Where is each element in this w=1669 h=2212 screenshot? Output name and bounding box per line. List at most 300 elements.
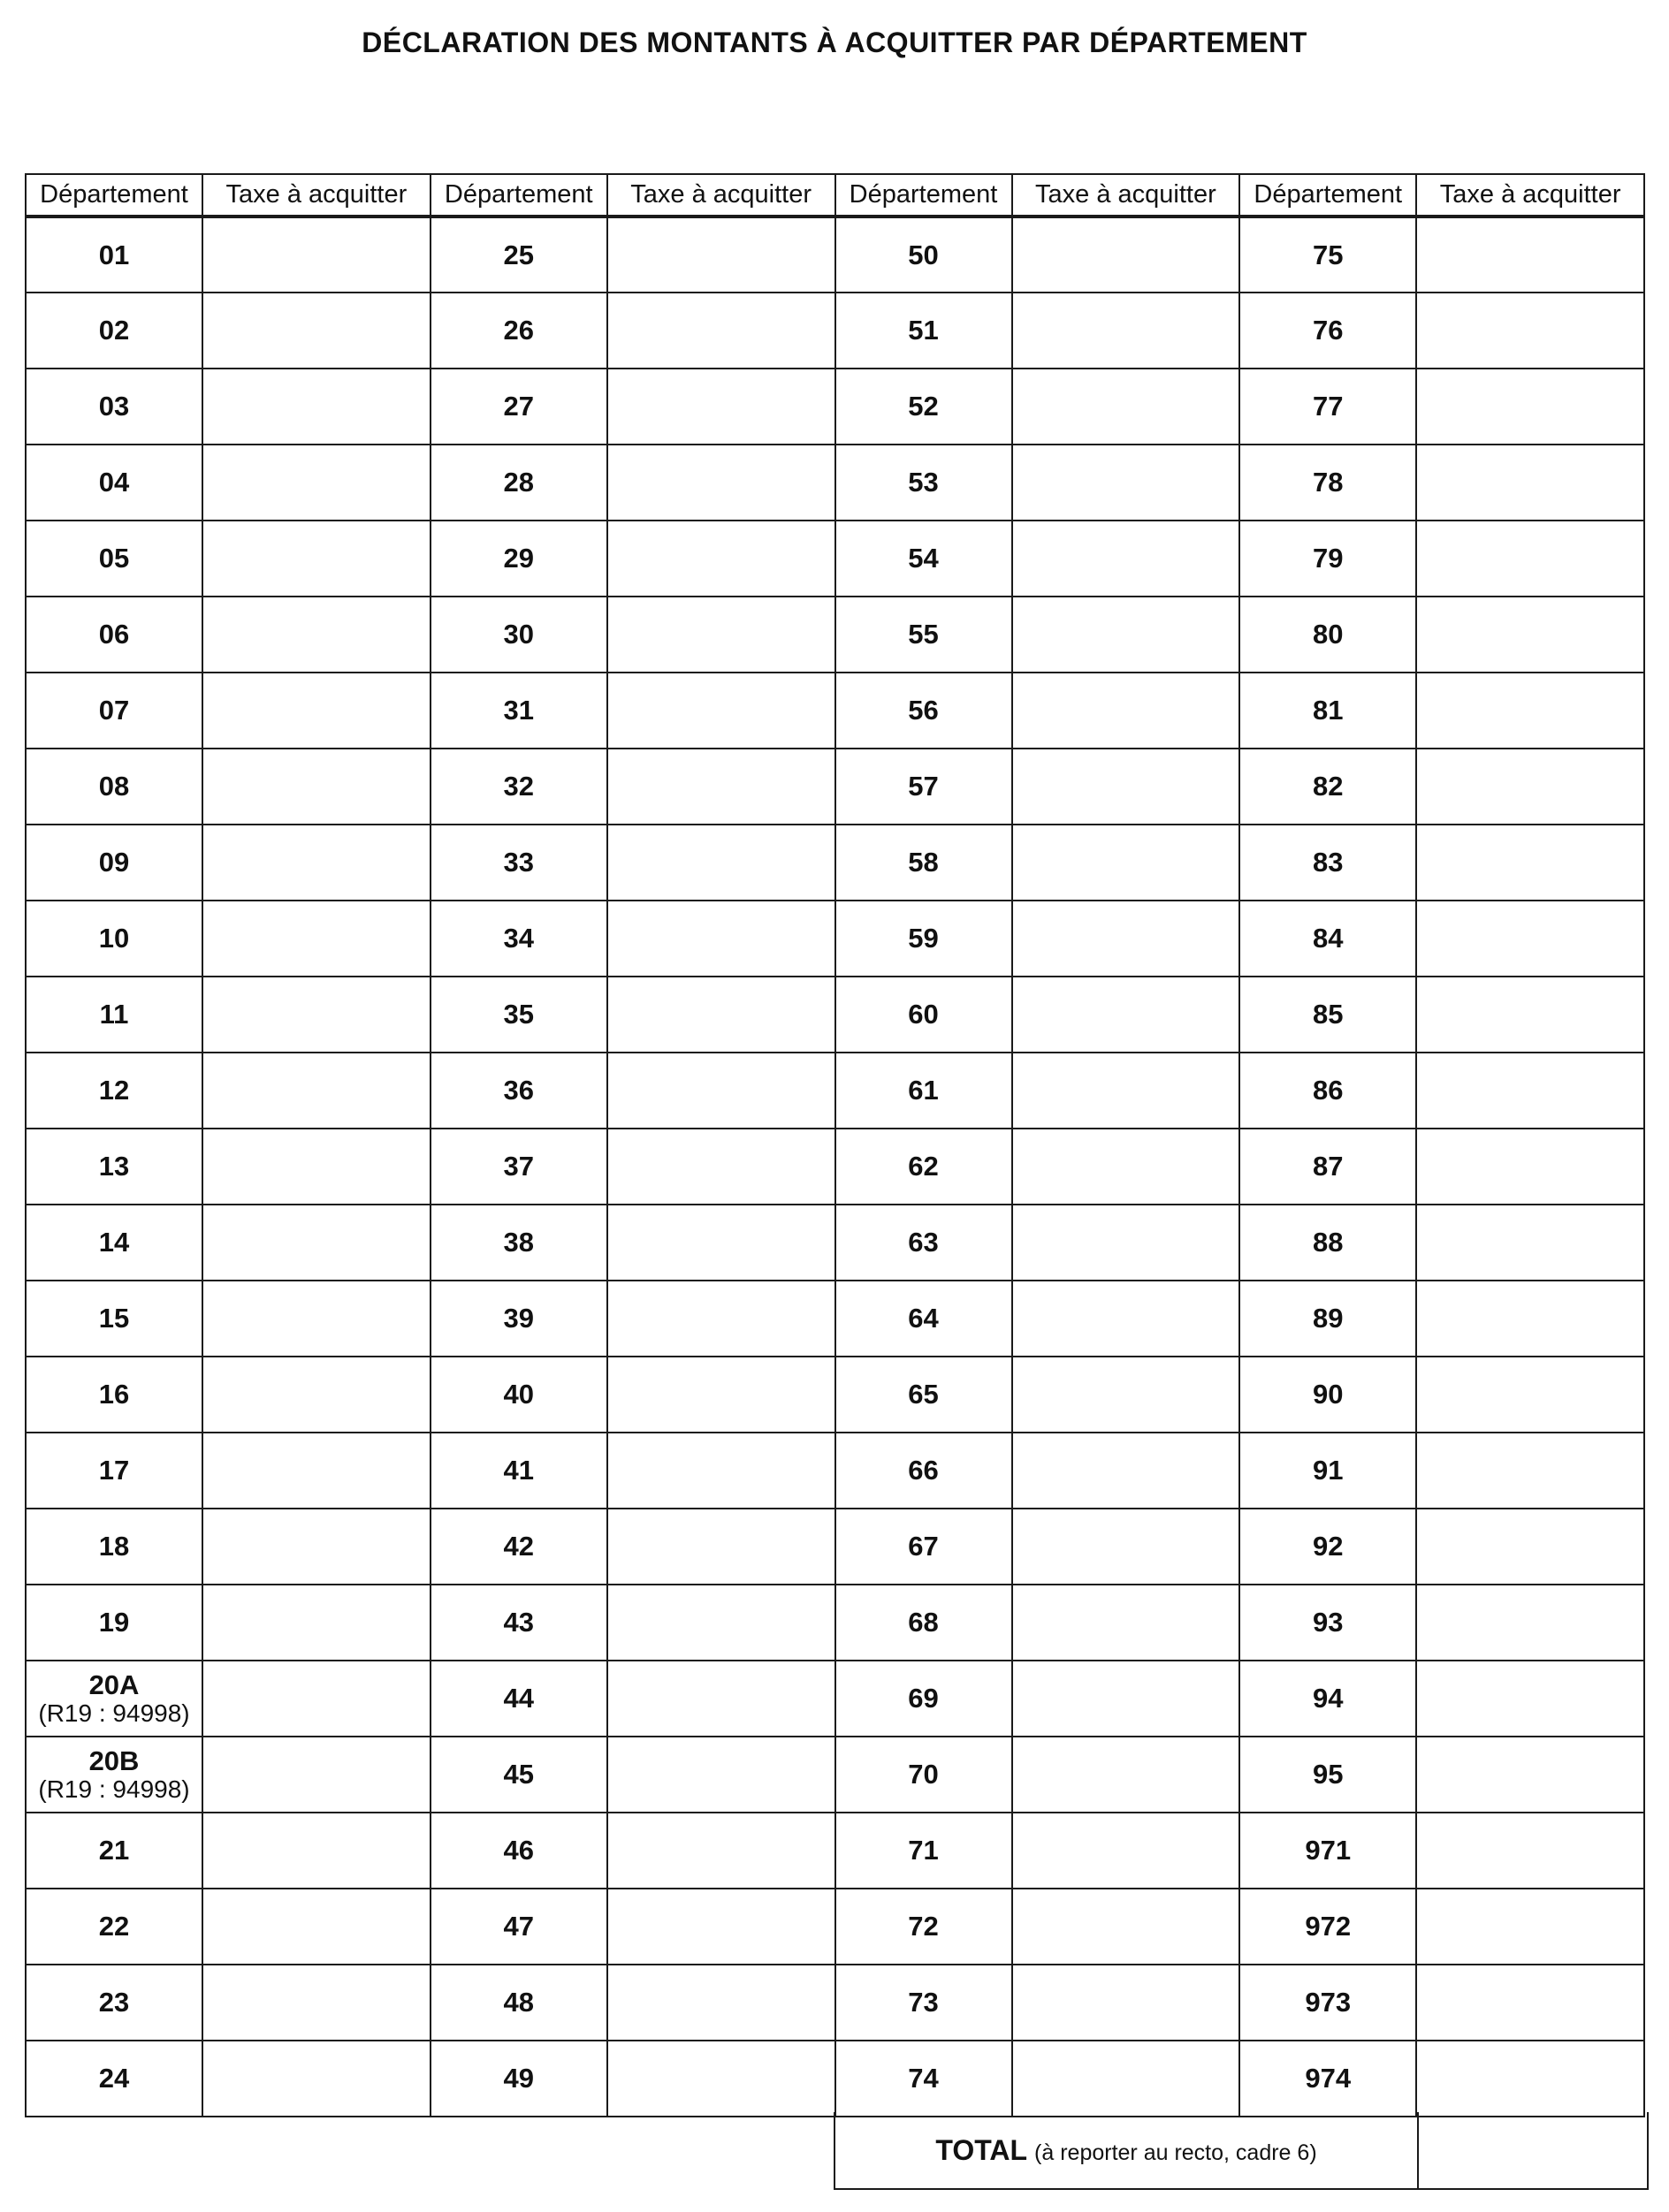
tax-amount-input[interactable] xyxy=(203,901,430,976)
department-code: 23 xyxy=(98,1987,130,2018)
department-code-cell xyxy=(835,749,1012,825)
table-row xyxy=(26,1205,1644,1281)
department-code-cell xyxy=(835,445,1012,521)
tax-amount-field[interactable] xyxy=(1012,1357,1240,1433)
tax-amount-input[interactable] xyxy=(608,445,834,520)
table-row xyxy=(26,1357,1644,1433)
tax-amount-field[interactable] xyxy=(1012,1509,1240,1585)
tax-amount-input[interactable] xyxy=(1417,1053,1643,1128)
tax-amount-field[interactable] xyxy=(1416,825,1644,901)
tax-amount-input[interactable] xyxy=(203,1585,430,1660)
department-code-cell xyxy=(1239,1509,1416,1585)
tax-amount-input[interactable] xyxy=(608,1889,834,1964)
tax-amount-field[interactable] xyxy=(607,1357,835,1433)
department-code-cell xyxy=(431,217,607,293)
tax-amount-input[interactable] xyxy=(203,597,430,672)
tax-amount-field[interactable] xyxy=(607,293,835,369)
tax-amount-input[interactable] xyxy=(1417,2041,1643,2116)
column-header-tax: Taxe à acquitter xyxy=(1012,174,1240,217)
tax-amount-field[interactable] xyxy=(1012,1889,1240,1965)
tax-amount-input[interactable] xyxy=(608,825,834,900)
department-code-cell xyxy=(431,1433,607,1509)
tax-amount-field[interactable] xyxy=(202,1889,431,1965)
department-code-cell xyxy=(431,749,607,825)
tax-amount-input[interactable] xyxy=(1013,1813,1239,1888)
tax-amount-field[interactable] xyxy=(1012,1585,1240,1661)
tax-amount-input[interactable] xyxy=(1013,825,1239,900)
department-code: 92 xyxy=(1313,1531,1344,1562)
tax-amount-field[interactable] xyxy=(1012,673,1240,749)
department-code: 55 xyxy=(908,619,939,650)
tax-amount-input[interactable] xyxy=(608,1661,834,1736)
tax-amount-field[interactable] xyxy=(607,1509,835,1585)
tax-amount-input[interactable] xyxy=(1417,1357,1643,1432)
department-code: 88 xyxy=(1313,1227,1344,1258)
table-row xyxy=(26,1433,1644,1509)
tax-amount-field[interactable] xyxy=(202,217,431,293)
department-code-cell xyxy=(431,369,607,445)
department-code: 71 xyxy=(908,1835,939,1866)
tax-amount-field[interactable] xyxy=(1012,2041,1240,2117)
department-code-cell xyxy=(835,1813,1012,1889)
tax-amount-input[interactable] xyxy=(1013,1281,1239,1356)
tax-amount-input[interactable] xyxy=(608,1205,834,1280)
tax-amount-input[interactable] xyxy=(203,1357,430,1432)
table-row xyxy=(26,1053,1644,1129)
total-note: (à reporter au recto, cadre 6) xyxy=(1034,2140,1317,2165)
tax-amount-field[interactable] xyxy=(202,901,431,977)
department-code-cell xyxy=(431,293,607,369)
tax-amount-field[interactable] xyxy=(607,1205,835,1281)
tax-amount-field[interactable] xyxy=(202,749,431,825)
tax-amount-field[interactable] xyxy=(607,1585,835,1661)
tax-amount-input[interactable] xyxy=(608,673,834,748)
tax-amount-field[interactable] xyxy=(1012,217,1240,293)
tax-amount-field[interactable] xyxy=(1416,901,1644,977)
tax-amount-field[interactable] xyxy=(607,1433,835,1509)
department-code-cell xyxy=(26,1281,202,1357)
tax-amount-input[interactable] xyxy=(608,597,834,672)
tax-amount-input[interactable] xyxy=(203,977,430,1052)
tax-amount-input[interactable] xyxy=(1013,2041,1239,2116)
tax-amount-field[interactable] xyxy=(607,1053,835,1129)
tax-amount-input[interactable] xyxy=(1013,1889,1239,1964)
department-code: 82 xyxy=(1313,771,1344,802)
department-code: 67 xyxy=(908,1531,939,1562)
tax-amount-field[interactable] xyxy=(1012,825,1240,901)
tax-amount-field[interactable] xyxy=(1012,1813,1240,1889)
tax-amount-field[interactable] xyxy=(202,673,431,749)
department-code: 93 xyxy=(1313,1607,1344,1638)
tax-amount-field[interactable] xyxy=(1416,1433,1644,1509)
department-code: 68 xyxy=(908,1607,939,1638)
tax-amount-input[interactable] xyxy=(203,825,430,900)
department-code-cell xyxy=(431,2041,607,2117)
tax-amount-input[interactable] xyxy=(1013,1737,1239,1812)
tax-amount-input[interactable] xyxy=(1013,749,1239,824)
tax-amount-field[interactable] xyxy=(607,749,835,825)
tax-amount-field[interactable] xyxy=(1012,1129,1240,1205)
department-code: 81 xyxy=(1313,695,1344,726)
tax-amount-input[interactable] xyxy=(608,901,834,976)
tax-amount-field[interactable] xyxy=(1012,901,1240,977)
tax-amount-input[interactable] xyxy=(608,1281,834,1356)
tax-amount-field[interactable] xyxy=(1416,1813,1644,1889)
tax-amount-field[interactable] xyxy=(1416,1737,1644,1813)
tax-amount-input[interactable] xyxy=(1417,673,1643,748)
department-code-cell xyxy=(835,1737,1012,1813)
department-code: 54 xyxy=(908,543,939,574)
tax-amount-field[interactable] xyxy=(1416,673,1644,749)
table-row xyxy=(26,901,1644,977)
department-code: 75 xyxy=(1313,239,1344,270)
tax-amount-input[interactable] xyxy=(203,1433,430,1508)
department-code: 08 xyxy=(98,771,130,802)
tax-amount-field[interactable] xyxy=(1416,1585,1644,1661)
tax-amount-field[interactable] xyxy=(202,369,431,445)
tax-amount-field[interactable] xyxy=(1416,521,1644,597)
tax-amount-input[interactable] xyxy=(1417,1661,1643,1736)
tax-amount-field[interactable] xyxy=(607,673,835,749)
tax-amount-input[interactable] xyxy=(203,1813,430,1888)
department-code-cell xyxy=(431,1737,607,1813)
table-row xyxy=(26,825,1644,901)
department-code-cell xyxy=(1239,1737,1416,1813)
tax-amount-field[interactable] xyxy=(1012,1737,1240,1813)
tax-amount-field[interactable] xyxy=(202,1661,431,1737)
tax-amount-field[interactable] xyxy=(1012,293,1240,369)
tax-amount-field[interactable] xyxy=(1416,2041,1644,2117)
department-code: 86 xyxy=(1313,1075,1344,1106)
tax-amount-input[interactable] xyxy=(608,1813,834,1888)
department-code-cell xyxy=(835,293,1012,369)
tax-amount-field[interactable] xyxy=(607,1661,835,1737)
department-code-cell xyxy=(431,597,607,673)
department-code-cell xyxy=(26,673,202,749)
tax-amount-field[interactable] xyxy=(202,597,431,673)
tax-amount-field[interactable] xyxy=(1012,369,1240,445)
tax-amount-field[interactable] xyxy=(1012,1661,1240,1737)
tax-amount-field[interactable] xyxy=(1012,977,1240,1053)
tax-amount-input[interactable] xyxy=(203,1661,430,1736)
department-code-cell xyxy=(431,1281,607,1357)
department-code-cell xyxy=(26,293,202,369)
tax-amount-input[interactable] xyxy=(608,1509,834,1584)
department-code-cell xyxy=(835,825,1012,901)
tax-amount-input[interactable] xyxy=(203,2041,430,2116)
tax-amount-input[interactable] xyxy=(1013,1661,1239,1736)
tax-amount-field[interactable] xyxy=(202,825,431,901)
department-code-cell xyxy=(431,445,607,521)
tax-amount-field[interactable] xyxy=(1416,1053,1644,1129)
department-code-cell xyxy=(835,2041,1012,2117)
tax-amount-field[interactable] xyxy=(607,521,835,597)
department-code: 61 xyxy=(908,1075,939,1106)
department-code: 24 xyxy=(98,2063,130,2094)
department-code-cell xyxy=(1239,1585,1416,1661)
department-code-cell xyxy=(26,1585,202,1661)
tax-amount-input[interactable] xyxy=(1417,293,1643,368)
tax-amount-input[interactable] xyxy=(203,1129,430,1204)
tax-amount-field[interactable] xyxy=(607,1281,835,1357)
tax-amount-field[interactable] xyxy=(202,1433,431,1509)
tax-amount-field[interactable] xyxy=(607,1737,835,1813)
tax-amount-field[interactable] xyxy=(202,977,431,1053)
department-code: 94 xyxy=(1313,1683,1344,1714)
tax-amount-input[interactable] xyxy=(608,1965,834,2040)
tax-amount-field[interactable] xyxy=(1416,1357,1644,1433)
tax-amount-input[interactable] xyxy=(1417,218,1643,292)
tax-amount-field[interactable] xyxy=(1416,1509,1644,1585)
tax-amount-input[interactable] xyxy=(203,673,430,748)
tax-amount-input[interactable] xyxy=(203,1053,430,1128)
tax-amount-input[interactable] xyxy=(1013,369,1239,444)
tax-amount-field[interactable] xyxy=(202,1585,431,1661)
tax-amount-input[interactable] xyxy=(608,1585,834,1660)
department-code: 32 xyxy=(503,771,534,802)
department-code-cell xyxy=(26,1737,202,1813)
department-code: 46 xyxy=(503,1835,534,1866)
tax-amount-field[interactable] xyxy=(1416,749,1644,825)
tax-amount-field[interactable] xyxy=(1416,445,1644,521)
tax-amount-input[interactable] xyxy=(1013,293,1239,368)
tax-amount-input[interactable] xyxy=(608,1357,834,1432)
tax-amount-input[interactable] xyxy=(203,445,430,520)
tax-amount-input[interactable] xyxy=(1013,1129,1239,1204)
department-code: 33 xyxy=(503,847,534,878)
tax-amount-field[interactable] xyxy=(1416,369,1644,445)
department-code: 41 xyxy=(503,1455,534,1486)
tax-amount-field[interactable] xyxy=(1416,597,1644,673)
table-row xyxy=(26,1281,1644,1357)
tax-amount-input[interactable] xyxy=(1417,1281,1643,1356)
department-code-cell xyxy=(835,1585,1012,1661)
department-code: 87 xyxy=(1313,1151,1344,1182)
tax-amount-input[interactable] xyxy=(1013,1965,1239,2040)
tax-amount-input[interactable] xyxy=(1013,1585,1239,1660)
department-code-cell xyxy=(835,977,1012,1053)
tax-amount-field[interactable] xyxy=(1416,1205,1644,1281)
tax-amount-field[interactable] xyxy=(1416,1889,1644,1965)
total-amount-field[interactable] xyxy=(1418,2112,1648,2189)
department-code: 53 xyxy=(908,467,939,498)
tax-amount-field[interactable] xyxy=(1012,521,1240,597)
tax-amount-field[interactable] xyxy=(202,2041,431,2117)
tax-amount-field[interactable] xyxy=(1012,1053,1240,1129)
tax-amount-field[interactable] xyxy=(202,1053,431,1129)
department-code-cell xyxy=(835,1433,1012,1509)
department-code-cell xyxy=(835,1205,1012,1281)
tax-amount-input[interactable] xyxy=(1013,901,1239,976)
tax-amount-field[interactable] xyxy=(607,1889,835,1965)
tax-amount-field[interactable] xyxy=(1416,1965,1644,2041)
tax-amount-field[interactable] xyxy=(202,1205,431,1281)
department-code: 42 xyxy=(503,1531,534,1562)
total-label-cell xyxy=(834,2112,1418,2189)
tax-amount-input[interactable] xyxy=(1417,977,1643,1052)
tax-amount-input[interactable] xyxy=(1417,1889,1643,1964)
department-code-cell xyxy=(1239,749,1416,825)
department-code: 56 xyxy=(908,695,939,726)
tax-amount-input[interactable] xyxy=(1417,825,1643,900)
tax-amount-input[interactable] xyxy=(1013,1205,1239,1280)
tax-amount-field[interactable] xyxy=(1416,1129,1644,1205)
tax-amount-input[interactable] xyxy=(1417,369,1643,444)
tax-amount-input[interactable] xyxy=(1417,1509,1643,1584)
department-code: 76 xyxy=(1313,315,1344,346)
column-header-department: Département xyxy=(1239,174,1416,217)
tax-amount-input[interactable] xyxy=(608,293,834,368)
tax-amount-input[interactable] xyxy=(608,1053,834,1128)
department-code-cell xyxy=(26,1129,202,1205)
department-code-cell xyxy=(26,1205,202,1281)
tax-amount-field[interactable] xyxy=(607,369,835,445)
tax-amount-field[interactable] xyxy=(607,2041,835,2117)
tax-amount-field[interactable] xyxy=(1012,597,1240,673)
tax-amount-input[interactable] xyxy=(1013,218,1239,292)
tax-amount-field[interactable] xyxy=(1416,293,1644,369)
tax-amount-field[interactable] xyxy=(607,901,835,977)
department-code: 77 xyxy=(1313,391,1344,422)
tax-amount-input[interactable] xyxy=(1417,901,1643,976)
tax-amount-input[interactable] xyxy=(203,218,430,292)
tax-amount-input[interactable] xyxy=(608,218,834,292)
tax-amount-input[interactable] xyxy=(608,977,834,1052)
department-code: 18 xyxy=(98,1531,130,1562)
department-code: 66 xyxy=(908,1455,939,1486)
tax-amount-input[interactable] xyxy=(608,2041,834,2116)
tax-amount-input[interactable] xyxy=(1417,521,1643,596)
tax-amount-field[interactable] xyxy=(202,1813,431,1889)
tax-amount-input[interactable] xyxy=(1417,1205,1643,1280)
table-row xyxy=(26,2041,1644,2117)
tax-amount-field[interactable] xyxy=(202,1129,431,1205)
tax-amount-field[interactable] xyxy=(607,1813,835,1889)
department-code-cell xyxy=(26,1661,202,1737)
tax-amount-field[interactable] xyxy=(202,1357,431,1433)
tax-amount-field[interactable] xyxy=(1012,1433,1240,1509)
tax-amount-field[interactable] xyxy=(607,445,835,521)
tax-amount-input[interactable] xyxy=(1013,521,1239,596)
tax-amount-input[interactable] xyxy=(1013,597,1239,672)
column-header-department: Département xyxy=(835,174,1012,217)
tax-amount-field[interactable] xyxy=(202,1737,431,1813)
tax-amount-field[interactable] xyxy=(202,1965,431,2041)
tax-amount-field[interactable] xyxy=(607,977,835,1053)
department-code: 78 xyxy=(1313,467,1344,498)
tax-amount-input[interactable] xyxy=(1417,1129,1643,1204)
tax-amount-input[interactable] xyxy=(1417,1965,1643,2040)
tax-amount-input[interactable] xyxy=(608,369,834,444)
tax-amount-field[interactable] xyxy=(1416,1661,1644,1737)
tax-amount-input[interactable] xyxy=(608,1737,834,1812)
department-code: 60 xyxy=(908,999,939,1030)
tax-amount-input[interactable] xyxy=(203,1509,430,1584)
tax-amount-input[interactable] xyxy=(608,1129,834,1204)
total-amount-input[interactable] xyxy=(1419,2111,1650,2189)
tax-amount-field[interactable] xyxy=(1012,1205,1240,1281)
department-code-cell xyxy=(431,1965,607,2041)
tax-amount-input[interactable] xyxy=(1417,1433,1643,1508)
table-row xyxy=(26,1129,1644,1205)
tax-amount-field[interactable] xyxy=(1416,977,1644,1053)
tax-amount-input[interactable] xyxy=(608,749,834,824)
tax-amount-field[interactable] xyxy=(1416,217,1644,293)
tax-amount-input[interactable] xyxy=(203,521,430,596)
tax-amount-input[interactable] xyxy=(1013,1433,1239,1508)
tax-amount-input[interactable] xyxy=(203,1205,430,1280)
tax-amount-input[interactable] xyxy=(203,369,430,444)
tax-amount-input[interactable] xyxy=(1013,1509,1239,1584)
tax-amount-input[interactable] xyxy=(203,1889,430,1964)
tax-amount-field[interactable] xyxy=(1416,1281,1644,1357)
department-code: 34 xyxy=(503,923,534,954)
department-code: 31 xyxy=(503,695,534,726)
table-row xyxy=(26,1661,1644,1737)
tax-amount-input[interactable] xyxy=(1013,1053,1239,1128)
tax-amount-input[interactable] xyxy=(203,293,430,368)
tax-amount-field[interactable] xyxy=(1012,1281,1240,1357)
tax-amount-field[interactable] xyxy=(1012,1965,1240,2041)
tax-amount-field[interactable] xyxy=(607,825,835,901)
tax-amount-field[interactable] xyxy=(607,217,835,293)
tax-amount-field[interactable] xyxy=(1012,445,1240,521)
department-code-cell xyxy=(26,597,202,673)
tax-amount-input[interactable] xyxy=(1013,445,1239,520)
tax-amount-input[interactable] xyxy=(203,1281,430,1356)
tax-amount-input[interactable] xyxy=(1417,1585,1643,1660)
tax-amount-input[interactable] xyxy=(608,1433,834,1508)
tax-amount-input[interactable] xyxy=(608,521,834,596)
total-row xyxy=(834,2112,1648,2189)
department-code-cell xyxy=(835,521,1012,597)
tax-amount-input[interactable] xyxy=(203,1965,430,2040)
department-code: 07 xyxy=(98,695,130,726)
department-code-cell xyxy=(431,1585,607,1661)
tax-amount-input[interactable] xyxy=(1013,1357,1239,1432)
department-code: 95 xyxy=(1313,1759,1344,1790)
department-code: 20B xyxy=(88,1745,140,1776)
tax-amount-input[interactable] xyxy=(1417,445,1643,520)
department-code-cell xyxy=(26,825,202,901)
tax-amount-field[interactable] xyxy=(202,1509,431,1585)
department-code: 03 xyxy=(98,391,130,422)
tax-amount-field[interactable] xyxy=(1012,749,1240,825)
tax-amount-field[interactable] xyxy=(607,1129,835,1205)
tax-amount-field[interactable] xyxy=(607,1965,835,2041)
tax-amount-field[interactable] xyxy=(202,1281,431,1357)
tax-amount-input[interactable] xyxy=(1013,977,1239,1052)
department-code: 35 xyxy=(503,999,534,1030)
tax-amount-field[interactable] xyxy=(202,293,431,369)
tax-amount-field[interactable] xyxy=(607,597,835,673)
department-code: 26 xyxy=(503,315,534,346)
tax-amount-field[interactable] xyxy=(202,445,431,521)
tax-amount-input[interactable] xyxy=(203,1737,430,1812)
department-code: 19 xyxy=(98,1607,130,1638)
tax-amount-input[interactable] xyxy=(203,749,430,824)
department-code: 59 xyxy=(908,923,939,954)
tax-amount-input[interactable] xyxy=(1013,673,1239,748)
table-row xyxy=(26,369,1644,445)
tax-amount-input[interactable] xyxy=(1417,1813,1643,1888)
tax-amount-input[interactable] xyxy=(1417,597,1643,672)
tax-amount-input[interactable] xyxy=(1417,749,1643,824)
department-code-cell xyxy=(1239,293,1416,369)
tax-amount-input[interactable] xyxy=(1417,1737,1643,1812)
tax-amount-field[interactable] xyxy=(202,521,431,597)
department-code: 25 xyxy=(503,239,534,270)
